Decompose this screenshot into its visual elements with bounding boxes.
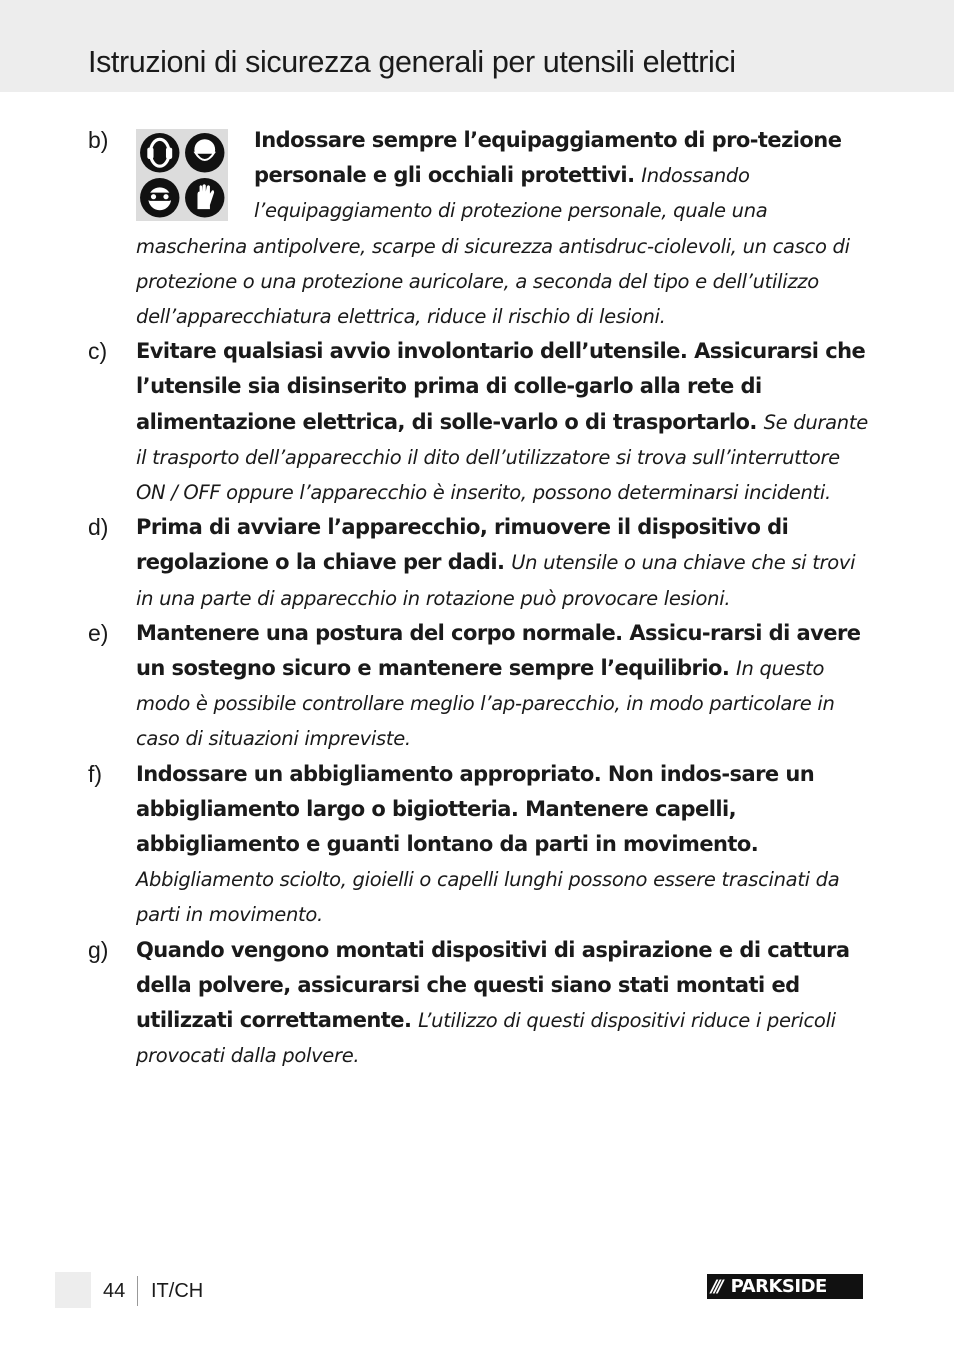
list-item-d xyxy=(88,510,868,616)
item-letter: g) xyxy=(88,936,109,963)
item-lead: Indossare un abbigliamento appropriato. Non indos-sare un abbigliamento largo o bigiotteria. Mantenere capelli, abbigliamento e guanti lontano da parti in movimento. xyxy=(136,761,815,857)
page-number: 44 xyxy=(103,1280,126,1302)
item-letter: c) xyxy=(88,338,108,365)
instruction-list xyxy=(88,123,868,1073)
list-item-c xyxy=(88,334,868,510)
item-body: Se durante il trasporto dell’apparecchio il dito dell’utilizzatore si trova sull’interruttore ON / OFF oppure l’apparecchio è inserito, possono determinarsi incidenti. xyxy=(136,410,868,505)
item-lead: Mantenere una postura del corpo normale. Assicu-rarsi di avere un sostegno sicuro e mantenere sempre l’equilibrio. xyxy=(136,620,861,681)
safety-goggles-icon xyxy=(139,177,181,219)
item-lead: Prima di avviare l’apparecchio, rimuovere il dispositivo di regolazione o la chiave per dadi. xyxy=(136,515,789,575)
language-code: IT/CH xyxy=(151,1280,204,1302)
item-letter: e) xyxy=(88,619,109,646)
page-title: Istruzioni di sicurezza generali per utensili elettrici xyxy=(88,45,736,79)
protective-gloves-icon xyxy=(184,177,226,219)
item-lead: Quando vengono montati dispositivi di aspirazione e di cattura della polvere, assicurarsi che questi siano stati montati ed utilizzati correttamente. xyxy=(136,937,850,1033)
list-item-e xyxy=(88,616,868,757)
page-header xyxy=(0,0,954,92)
item-letter: d) xyxy=(88,514,109,541)
footer-marker xyxy=(55,1272,91,1308)
item-letter: b) xyxy=(88,127,109,153)
footer-divider xyxy=(137,1276,138,1306)
item-body: Abbigliamento sciolto, gioielli o capelli lunghi possono essere trascinati da parti in movimento. xyxy=(136,868,840,927)
list-item-g xyxy=(88,933,868,1074)
dust-mask-icon xyxy=(184,132,226,174)
brand-slashes: /// xyxy=(711,1276,721,1297)
item-body: In questo modo è possibile controllare meglio l’ap-parecchio, in modo particolare in caso di situazioni impreviste. xyxy=(136,657,835,751)
item-letter: f) xyxy=(88,760,103,787)
brand-name: PARKSIDE xyxy=(730,1276,827,1297)
item-body: L’utilizzo di questi dispositivi riduce i pericoli provocati dalla polvere. xyxy=(136,1009,836,1068)
item-lead: Evitare qualsiasi avvio involontario dell’utensile. Assicurarsi che l’utensile sia disinserito prima di colle-garlo alla rete di alimentazione elettrica, di solle-varlo o di trasportarlo. xyxy=(136,339,866,434)
ear-protection-icon xyxy=(139,132,181,174)
list-item-f xyxy=(88,757,868,933)
list-item-b xyxy=(88,123,868,334)
item-body: Indossando l’equipaggiamento di protezione personale, quale una mascherina antipolvere, scarpe di sicurezza antisdruc-ciolevoli, un casco di protezione o una protezione auricolare, a seconda del tipo e dell’utilizzo dell’apparecchiatura elettrica, riduce il rischio di lesioni. xyxy=(136,164,850,329)
item-lead: Indossare sempre l’equipaggiamento di pro-tezione personale e gli occhiali protettivi. xyxy=(254,128,842,188)
brand-logo xyxy=(707,1274,863,1299)
ppe-icon-group xyxy=(136,129,228,221)
item-body: Un utensile o una chiave che si trovi in una parte di apparecchio in rotazione può provocare lesioni. xyxy=(136,551,856,610)
